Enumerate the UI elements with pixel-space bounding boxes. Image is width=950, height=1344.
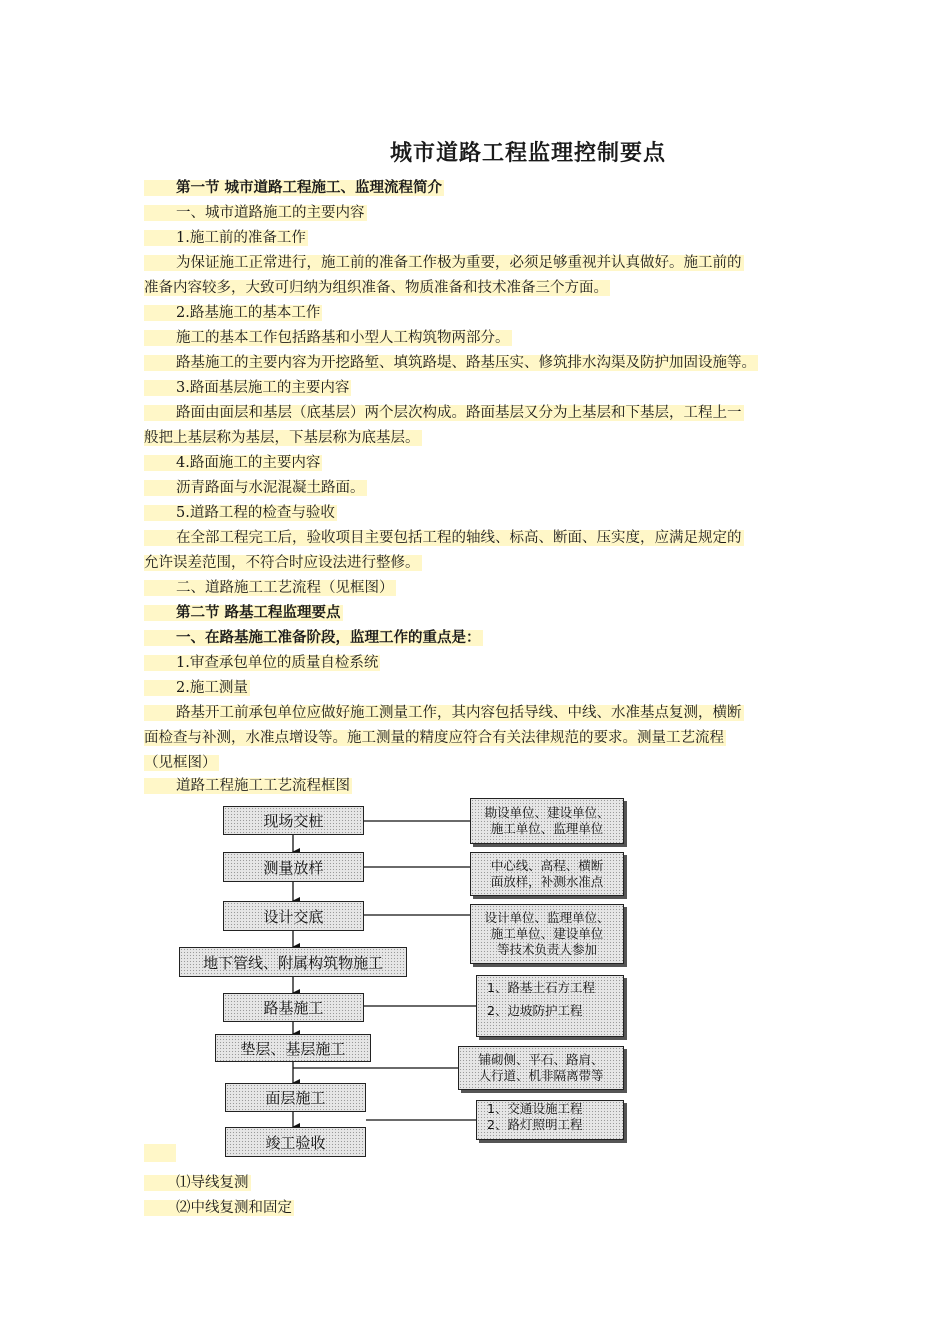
flow-note-curb-sidewalk: 铺砌侧、平石、路肩、 人行道、机非隔离带等 bbox=[458, 1046, 624, 1090]
paragraph-line: 路基施工的主要内容为开挖路堑、填筑路堤、路基压实、修筑排水沟渠及防护加固设施等。 bbox=[144, 353, 758, 373]
figure-caption: 道路工程施工工艺流程框图 bbox=[144, 776, 352, 796]
flow-step-subgrade-construction: 路基施工 bbox=[223, 993, 364, 1022]
item-heading: 2.路基施工的基本工作 bbox=[144, 303, 322, 323]
item-heading: 1.审查承包单位的质量自检系统 bbox=[144, 653, 380, 673]
subheading: 二、道路施工工艺流程（见框图） bbox=[144, 578, 396, 598]
flow-step-surface-course: 面层施工 bbox=[225, 1083, 366, 1112]
flow-step-base-course: 垫层、基层施工 bbox=[215, 1034, 371, 1062]
flow-step-design-briefing: 设计交底 bbox=[223, 901, 364, 931]
list-item: ⑴导线复测 bbox=[144, 1173, 251, 1193]
page-title: 城市道路工程监理控制要点 bbox=[389, 141, 666, 166]
flow-step-underground-pipelines: 地下管线、附属构筑物施工 bbox=[179, 947, 407, 977]
section-heading: 第一节 城市道路工程施工、监理流程简介 bbox=[144, 178, 444, 198]
flow-note-participants: 勘设单位、建设单位、 施工单位、监理单位 bbox=[470, 798, 624, 844]
paragraph-line: 允许误差范围，不符合时应设法进行整修。 bbox=[144, 555, 420, 571]
paragraph-line: 施工的基本工作包括路基和小型人工构筑物两部分。 bbox=[144, 328, 512, 348]
item-heading: 4.路面施工的主要内容 bbox=[144, 453, 322, 473]
flow-note-facilities: 1、交通设施工程 2、路灯照明工程 bbox=[476, 1100, 624, 1140]
paragraph-line: 为保证施工正常进行，施工前的准备工作极为重要，必须足够重视并认真做好。施工前的 bbox=[144, 253, 744, 273]
highlight-blank bbox=[144, 1144, 176, 1162]
paragraph-line: 面检查与补测，水准点增设等。施工测量的精度应符合有关法律规范的要求。测量工艺流程 bbox=[144, 730, 724, 746]
item-heading: 3.路面基层施工的主要内容 bbox=[144, 378, 351, 398]
flow-note-survey-scope: 中心线、高程、横断 面放样，补测水准点 bbox=[470, 852, 624, 896]
flow-note-design-attendees: 设计单位、监理单位、 施工单位、建设单位 等技术负责人参加 bbox=[470, 904, 624, 964]
flow-step-site-stake-handover: 现场交桩 bbox=[223, 806, 364, 835]
subheading: 一、在路基施工准备阶段，监理工作的重点是： bbox=[144, 628, 483, 648]
paragraph-line: 在全部工程完工后，验收项目主要包括工程的轴线、标高、断面、压实度，应满足规定的 bbox=[144, 528, 744, 548]
flow-step-completion-acceptance: 竣工验收 bbox=[225, 1127, 366, 1157]
paragraph-line: 准备内容较多，大致可归纳为组织准备、物质准备和技术准备三个方面。 bbox=[144, 280, 608, 296]
section-heading: 第二节 路基工程监理要点 bbox=[144, 603, 343, 623]
paragraph-line: 路面由面层和基层（底基层）两个层次构成。路面基层又分为上基层和下基层，工程上一 bbox=[144, 403, 744, 423]
flow-step-survey-layout: 测量放样 bbox=[223, 852, 364, 882]
paragraph-line: 路基开工前承包单位应做好施工测量工作，其内容包括导线、中线、水准基点复测，横断 bbox=[144, 703, 744, 723]
item-heading: 1.施工前的准备工作 bbox=[144, 228, 308, 248]
paragraph-line: 沥青路面与水泥混凝土路面。 bbox=[144, 478, 367, 498]
paragraph-line: 般把上基层称为基层，下基层称为底基层。 bbox=[144, 430, 420, 446]
item-heading: 2.施工测量 bbox=[144, 678, 250, 698]
flow-note-subgrade-items: 1、路基土石方工程 2、边坡防护工程 bbox=[476, 975, 624, 1037]
subheading: 一、城市道路施工的主要内容 bbox=[144, 203, 367, 223]
paragraph-line: （见框图） bbox=[144, 755, 217, 771]
list-item: ⑵中线复测和固定 bbox=[144, 1198, 294, 1218]
item-heading: 5.道路工程的检查与验收 bbox=[144, 503, 337, 523]
